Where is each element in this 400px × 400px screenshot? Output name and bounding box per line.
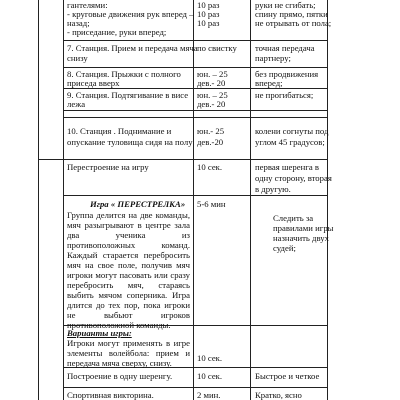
game-note: Следить за [273,213,314,223]
station10-dosage: юн.- 25 [197,126,225,136]
variants-title: Варианты игры: [67,328,132,338]
rebuild-note: в другую. [255,184,291,194]
station8-dosage: дев.- 20 [197,78,226,88]
station10-dosage: дев.-20 [197,137,224,147]
variants-description: Игроки могут применять в игре элементы волейбола: прием и передача мяча сверху, снизу. [67,338,190,368]
rebuild-text: Перестроение на игру [67,162,149,172]
quiz-text: Спортивная викторина. [67,390,154,400]
station9-note: не прогибаться; [255,90,314,100]
quiz-note: Кратко, ясно [255,390,302,400]
station8-note: вперед; [255,78,283,88]
lineup-text: Построение в одну шеренгу. [67,371,173,381]
station8-text: 8. Станция. Прыжки с полного [67,69,181,79]
quiz-dosage: 2 мин. [197,390,221,400]
warmup-note: руки не сгибать; [255,0,316,10]
station8-note: без продвижения [255,69,319,79]
station9-dosage: дев.- 20 [197,99,226,109]
column-divider [250,0,251,400]
station9-text: лежа [67,99,86,109]
station7-text: 7. Станция. Прием и передача мяча [67,43,198,53]
station10-note: углом 45 градусов; [255,137,325,147]
station7-dosage: по свистку [197,43,237,53]
row-divider [63,387,327,388]
row-divider [63,110,327,111]
lineup-note: Быстрое и четкое [255,371,320,381]
station10-note: колени согнуты под [255,126,329,136]
warmup-line: гантелями: [67,0,108,10]
station7-note: точная передача [255,43,315,53]
game-note: правилами игры [273,223,334,233]
station10-text: 10. Станция . Поднимание и [67,126,172,136]
game-dosage: 5-6 мин [197,199,226,209]
game-note: назначить двух [273,233,329,243]
station10-text: опускание туловища сидя на полу [67,137,193,147]
rebuild-note: одну сторону, вторая [255,173,332,183]
row-divider [63,195,327,196]
warmup-note: спину прямо, пятки [255,9,328,19]
column-divider [193,0,194,400]
station9-dosage: юн. – 25 [197,90,228,100]
warmup-dosage: 10 раз [197,9,220,19]
row-divider [63,40,327,41]
game-description: Группа делится на две команды, мяч разыгрывают в центре зала два ученика из противоположных команд. Каждый старается перебросить мяч на свое поле, получив мяч игроки могут пасовать или сразу перебросить мяч, стараясь выбить мячом соперника. Игра длится до тех пор, пока игроки не выбьют игроков противоположной команды. [67,210,190,330]
row-divider [63,88,327,89]
warmup-dosage: 10 раз [197,18,220,28]
column-divider [38,0,39,400]
station8-text: приседа вверх [67,78,120,88]
game-note: судей; [273,243,296,253]
station8-dosage: юн. – 25 [197,69,228,79]
rebuild-note: первая шеренга в [255,162,319,172]
warmup-line: - круговые движения рук вперед – [67,9,194,19]
section-divider [38,159,327,160]
row-divider [63,117,327,118]
variants-dosage: 10 сек. [197,353,223,363]
rebuild-dosage: 10 сек. [197,162,223,172]
station9-text: 9. Станция. Подтягивание в висе [67,90,189,100]
row-divider [63,67,327,68]
station7-text: снизу [67,53,88,63]
column-divider [327,0,328,400]
lineup-dosage: 10 сек. [197,371,223,381]
warmup-dosage: 10 раз [197,0,220,10]
station7-note: партнеру; [255,53,291,63]
column-divider [63,0,64,400]
game-title: Игра « ПЕРЕСТРЕЛКА» [90,199,186,209]
warmup-note: не отрывать от пола; [255,18,332,28]
warmup-line: назад; [67,18,90,28]
warmup-line: - приседание, руки вперед; [67,27,167,37]
